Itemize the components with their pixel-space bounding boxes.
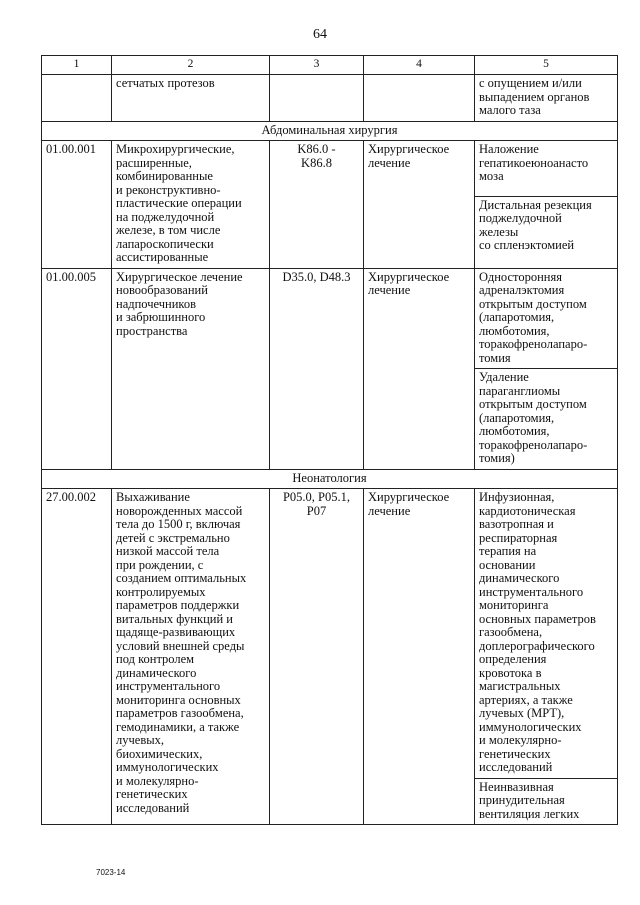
method-line: доплерографического	[479, 638, 595, 653]
table-row	[42, 268, 618, 369]
method-cell	[475, 268, 618, 369]
name-line: Микрохирургические,	[116, 142, 235, 156]
treatment-cell	[364, 268, 475, 469]
method-line: терапия на	[479, 544, 537, 558]
name-line: витальных функций и	[116, 611, 233, 626]
name-line: контролируемых	[116, 584, 206, 599]
method-line: Дистальная резекция	[479, 197, 592, 212]
name-line: иммунологических	[116, 760, 219, 774]
treatment-cell	[364, 141, 475, 269]
method-line: определения	[479, 652, 547, 666]
method-line: кардиотоническая	[479, 503, 576, 518]
name-cell	[112, 268, 270, 469]
column-header-1: 1	[42, 56, 112, 75]
name-line: комбинированные	[116, 169, 213, 183]
method-line: торакофренолапаро-	[479, 337, 588, 351]
name-line: инструментального	[116, 679, 221, 693]
footer-code: 7023-14	[96, 868, 126, 877]
method-line: и молекулярно-	[479, 733, 562, 747]
method-line: вазотропная и	[479, 517, 554, 531]
column-header-4: 4	[364, 56, 475, 75]
method-line: гепатикоеюноанасто	[479, 155, 589, 170]
name-line: исследований	[116, 800, 190, 815]
name-line: надпочечников	[116, 296, 196, 311]
method-cell	[475, 369, 618, 470]
method-line: принудительная	[479, 793, 565, 807]
method-line: моза	[479, 169, 504, 183]
column-header-3: 3	[270, 56, 364, 75]
name-line: детей с экстремально	[116, 530, 230, 545]
treatment-line: Хирургическое	[368, 269, 450, 284]
name-cell	[112, 141, 270, 269]
table-row	[42, 489, 618, 779]
name-line: лучевых,	[116, 733, 164, 747]
treatment-line: лечение	[368, 503, 411, 518]
method-cell	[475, 778, 618, 825]
method-line: артериях, а также	[479, 692, 573, 707]
continuation-method-cell	[475, 75, 618, 122]
method-line: торакофренолапаро-	[479, 437, 588, 452]
method-line: открытым доступом	[479, 397, 587, 411]
table-row	[42, 141, 618, 197]
page-number: 64	[313, 27, 327, 42]
name-line: мониторинга основных	[116, 692, 241, 707]
method-line: поджелудочной	[479, 211, 562, 226]
procedures-table	[41, 55, 618, 825]
icd-cell	[270, 141, 364, 269]
continuation-method-line: с опущением и/или	[479, 76, 582, 90]
method-line: Инфузионная,	[479, 490, 555, 504]
name-line: и реконструктивно-	[116, 182, 221, 197]
method-cell	[475, 141, 618, 197]
method-line: (лапаротомия,	[479, 410, 555, 425]
continuation-treatment-cell	[364, 75, 475, 122]
method-line: адреналэктомия	[479, 283, 565, 297]
method-line: основных параметров	[479, 611, 596, 626]
name-line: параметров поддержки	[116, 598, 240, 612]
continuation-code-cell	[42, 75, 112, 122]
method-line: Удаление	[479, 370, 529, 384]
name-line: при рождении, с	[116, 557, 204, 572]
name-line: пластические операции	[116, 196, 242, 210]
name-line: новообразований	[116, 283, 208, 297]
method-line: со спленэктомией	[479, 238, 575, 253]
name-line: параметров газообмена,	[116, 706, 244, 720]
section-row	[42, 469, 618, 489]
treatment-line: Хирургическое	[368, 490, 450, 504]
column-header-row	[42, 56, 618, 75]
method-line: динамического	[479, 571, 560, 585]
code-cell: 27.00.002	[42, 489, 112, 825]
continuation-method-line: выпадением органов	[479, 89, 590, 104]
treatment-line: лечение	[368, 155, 411, 170]
name-line: и молекулярно-	[116, 773, 199, 788]
icd-line: P05.0, P05.1,	[282, 490, 351, 504]
name-line: Выхаживание	[116, 490, 190, 504]
column-header-2: 2	[112, 56, 270, 75]
method-line: исследований	[479, 760, 553, 774]
method-line: кровотока в	[479, 665, 542, 680]
name-line: условий внешней среды	[116, 638, 245, 653]
code-cell: 01.00.001	[42, 141, 112, 269]
name-line: генетических	[116, 787, 188, 801]
method-line: генетических	[479, 746, 551, 761]
icd-cell	[270, 268, 364, 469]
method-line: (лапаротомия,	[479, 310, 555, 324]
name-line: щадяще-развивающих	[116, 625, 236, 639]
section-title: Абдоминальная хирургия	[42, 121, 618, 141]
icd-line: K86.0 -	[297, 142, 336, 156]
method-line: вентиляция легких	[479, 806, 580, 821]
name-line: железе, в том числе	[116, 223, 221, 237]
icd-line: K86.8	[301, 155, 332, 170]
icd-line: D35.0, D48.3	[282, 269, 351, 284]
method-line: железы	[479, 224, 519, 239]
method-line: газообмена,	[479, 625, 543, 639]
method-line: Односторонняя	[479, 269, 562, 284]
method-line: магистральных	[479, 679, 561, 693]
method-line: иммунологических	[479, 719, 582, 734]
method-line: параганглиомы	[479, 383, 561, 398]
name-line: лапароскопически	[116, 236, 214, 251]
name-line: под контролем	[116, 652, 195, 666]
name-line: низкой массой тела	[116, 544, 220, 558]
code-cell: 01.00.005	[42, 268, 112, 469]
method-line: лучевых (МРТ),	[479, 706, 565, 720]
method-cell	[475, 489, 618, 779]
method-line: основании	[479, 557, 536, 572]
method-line: открытым доступом	[479, 296, 587, 311]
method-line: люмботомия,	[479, 323, 550, 338]
table-body	[42, 56, 618, 825]
name-line: созданием оптимальных	[116, 571, 247, 585]
name-line: динамического	[116, 665, 197, 680]
icd-line: P07	[306, 503, 327, 518]
section-title: Неонатология	[42, 469, 618, 489]
method-line: томия	[479, 350, 511, 365]
name-line: и забрюшинного	[116, 310, 206, 324]
method-cell	[475, 196, 618, 268]
method-line: Наложение	[479, 142, 539, 156]
method-line: томия)	[479, 451, 515, 465]
name-line: расширенные,	[116, 155, 192, 170]
method-line: люмботомия,	[479, 424, 550, 438]
name-line: гемодинамики, а также	[116, 719, 240, 734]
continuation-name-cell	[112, 75, 270, 122]
treatment-line: Хирургическое	[368, 142, 450, 156]
continuation-icd-cell	[270, 75, 364, 122]
treatment-cell	[364, 489, 475, 825]
name-line: пространства	[116, 323, 188, 338]
icd-cell	[270, 489, 364, 825]
continuation-row	[42, 75, 618, 122]
name-line: Хирургическое лечение	[116, 269, 243, 284]
name-line: ассистированные	[116, 250, 209, 264]
method-line: Неинвазивная	[479, 779, 554, 794]
treatment-line: лечение	[368, 283, 411, 297]
continuation-method-line: малого таза	[479, 103, 541, 117]
name-line: тела до 1500 г, включая	[116, 517, 241, 531]
continuation-name-line: сетчатых протезов	[116, 76, 215, 90]
section-row	[42, 121, 618, 141]
method-line: респираторная	[479, 530, 558, 545]
column-header-5: 5	[475, 56, 618, 75]
name-line: новорожденных массой	[116, 503, 243, 518]
name-line: на поджелудочной	[116, 209, 215, 224]
name-line: биохимических,	[116, 746, 203, 761]
name-cell	[112, 489, 270, 825]
method-line: мониторинга	[479, 598, 549, 612]
method-line: инструментального	[479, 584, 584, 599]
